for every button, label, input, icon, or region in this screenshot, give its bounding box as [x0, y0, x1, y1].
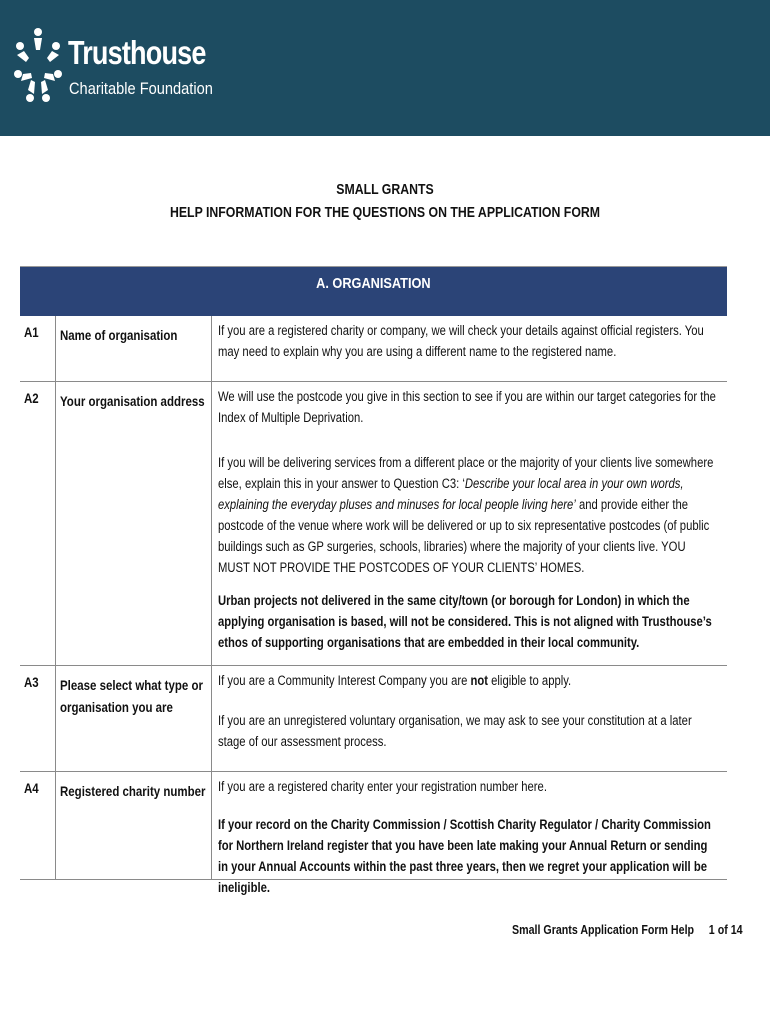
document-title	[0, 178, 770, 224]
title-line-1: SMALL GRANTS	[336, 181, 434, 198]
help-text-unregistered: If you are an unregistered voluntary organisation, we may ask to see your constitution at a later stage of our assessment process.	[218, 713, 692, 749]
help-text-urban-warning: Urban projects not delivered in the same city/town (or borough for London) in which the applying organisation is based, will not be considered. This is not aligned with Trusthouse’s ethos of supporting organisations that are embedded in their local community.	[218, 593, 712, 650]
question-code: A4	[24, 780, 39, 796]
help-text-ineligible-warning: If your record on the Charity Commission / Scottish Charity Regulator / Charity Commission for Northern Ireland register that you have been late making your Annual Return or sending in your Annual Accounts within the past three years, then we regret your application will be ineligible.	[218, 817, 711, 895]
help-text: If you are a Community Interest Company you are not eligible to apply.	[218, 673, 572, 688]
question-code: A1	[24, 324, 39, 340]
star-figures-icon	[12, 24, 64, 110]
brand-subtitle: Charitable Foundation	[69, 79, 213, 98]
footer-document-name: Small Grants Application Form Help	[512, 922, 695, 937]
table-row	[20, 666, 727, 772]
page-number: 1 of 14	[708, 922, 743, 937]
help-text: We will use the postcode you give in this section to see if you are within our target categories for the Index of Multiple Deprivation.	[218, 389, 716, 425]
question-label: Registered charity number	[60, 783, 206, 799]
help-text: If you are a registered charity enter your registration number here.	[218, 779, 547, 794]
brand-logo	[12, 24, 213, 114]
table-row	[20, 316, 727, 382]
table-row	[20, 772, 727, 895]
help-text: If you are a registered charity or company, we will check your details against official registers. You may need to explain why you are using a different name to the registered name.	[218, 323, 704, 359]
question-label: Please select what type or organisation you are	[60, 677, 203, 715]
table-row	[20, 382, 727, 666]
help-text-delivery: If you will be delivering services from a different place or the majority of your clients live somewhere else, explain this in your answer to Question C3: ‘Describe your local area in your own words, explaining the everyday pluses and minuses for local people living here’ and provide either the postcode of the venue where work will be delivered or up to six representative postcodes (of public buildings such as GP surgeries, schools, libraries) where the majority of your clients live. YOU MUST NOT PROVIDE THE POSTCODES OF YOUR CLIENTS’ HOMES.	[218, 455, 714, 575]
title-line-2: HELP INFORMATION FOR THE QUESTIONS ON THE APPLICATION FORM	[169, 204, 601, 221]
question-code: A2	[24, 390, 39, 406]
question-code: A3	[24, 674, 39, 690]
section-heading: A. ORGANISATION	[20, 266, 727, 316]
question-label: Your organisation address	[60, 393, 205, 409]
brand-name: Trusthouse	[68, 34, 206, 71]
page-footer	[512, 922, 743, 937]
question-label: Name of organisation	[60, 327, 178, 343]
header-band	[0, 0, 770, 136]
